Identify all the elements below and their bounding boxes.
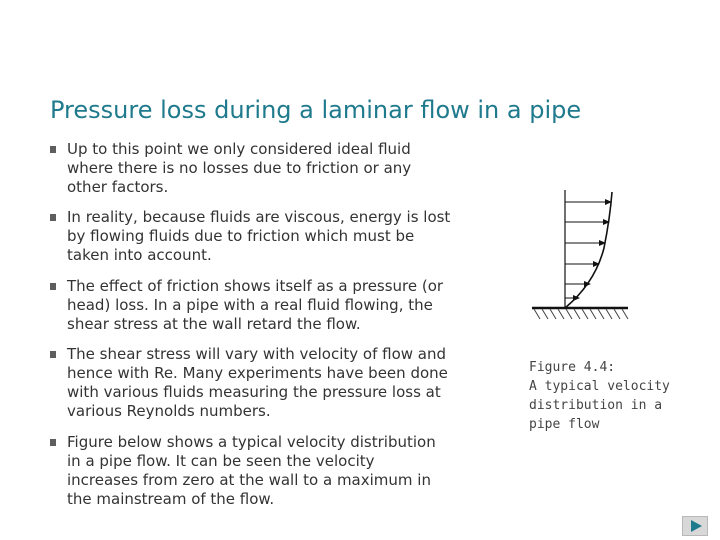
bullet-line: Up to this point we only considered ideal fluid	[67, 140, 411, 158]
bullet-marker	[50, 146, 56, 153]
bullet-item	[50, 433, 490, 509]
bullet-line: shear stress at the wall retard the flow.	[67, 315, 361, 333]
bullet-list	[50, 140, 490, 509]
bullet-marker	[50, 214, 56, 221]
bullet-line: the mainstream of the flow.	[67, 490, 275, 508]
caption-line: A typical velocity	[529, 379, 670, 394]
slide-title: Pressure loss during a laminar flow in a pipe	[50, 96, 582, 124]
figure-caption	[529, 358, 689, 434]
bullet-item	[50, 140, 490, 197]
bullet-item	[50, 345, 490, 421]
bullet-line: In reality, because fluids are viscous, energy is lost	[67, 208, 451, 226]
bullet-line: The shear stress will vary with velocity of flow and	[67, 345, 447, 363]
bullet-line: hence with Re. Many experiments have been done	[67, 364, 448, 382]
bullet-line: taken into account.	[67, 246, 212, 264]
bullet-item	[50, 277, 490, 334]
bullet-marker	[50, 439, 56, 446]
bullet-line: Figure below shows a typical velocity distribution	[67, 433, 436, 451]
caption-line: pipe flow	[529, 417, 600, 432]
caption-line: distribution in a	[529, 398, 663, 413]
bullet-line: other factors.	[67, 178, 169, 196]
bullet-item	[50, 208, 490, 265]
bullet-line: where there is no losses due to friction or any	[67, 159, 412, 177]
bullet-line: various Reynolds numbers.	[67, 402, 271, 420]
bullet-line: by flowing fluids due to friction which must be	[67, 227, 415, 245]
bullet-marker	[50, 351, 56, 358]
next-slide-icon	[691, 520, 702, 532]
bullet-line: in a pipe flow. It can be seen the velocity	[67, 452, 375, 470]
velocity-profile-curve	[565, 192, 612, 308]
bullet-marker	[50, 283, 56, 290]
bullet-line: The effect of friction shows itself as a pressure (or	[67, 277, 444, 295]
velocity-profile-diagram	[520, 188, 640, 328]
bullet-line: head) loss. In a pipe with a real fluid flowing, the	[67, 296, 433, 314]
pipe-wall	[532, 308, 628, 319]
bullet-line: increases from zero at the wall to a maximum in	[67, 471, 431, 489]
next-slide-button[interactable]	[682, 516, 708, 536]
caption-line: Figure 4.4:	[529, 360, 616, 375]
bullet-line: with various fluids measuring the pressure loss at	[67, 383, 441, 401]
